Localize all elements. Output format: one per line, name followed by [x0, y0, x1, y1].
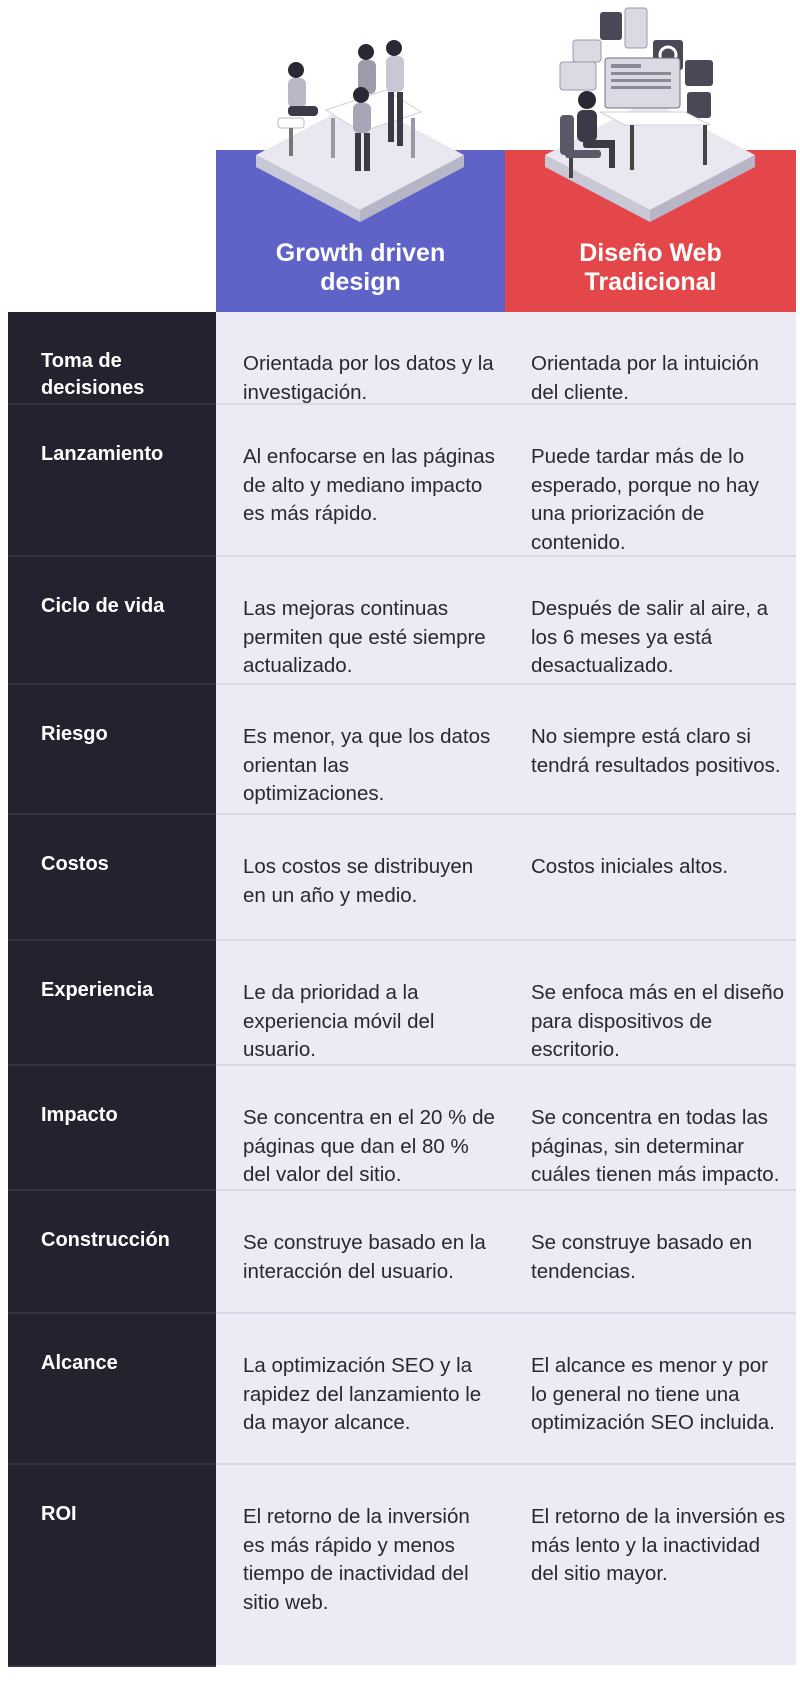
traditional-cell: Se construye basado en tendencias. [505, 1191, 796, 1312]
traditional-cell: Después de salir al aire, a los 6 meses ya está desactualizado. [505, 557, 796, 683]
comparison-table [8, 312, 796, 1665]
row-label: Costos [8, 815, 216, 941]
traditional-web-design-title: Diseño Web Tradicional [579, 239, 722, 296]
growth-driven-cell: La optimización SEO y la rapidez del lanzamiento le da mayor alcance. [216, 1314, 505, 1463]
table-row [8, 1465, 796, 1665]
table-row [8, 685, 796, 815]
row-label: Toma de decisiones [8, 312, 216, 405]
table-row [8, 405, 796, 557]
table-row [8, 557, 796, 685]
growth-driven-cell: El retorno de la inversión es más rápido y menos tiempo de inactividad del sitio web. [216, 1465, 505, 1665]
traditional-cell: Puede tardar más de lo esperado, porque no hay una priorización de contenido. [505, 405, 796, 555]
row-label: Riesgo [8, 685, 216, 815]
growth-driven-cell: Las mejoras continuas permiten que esté siempre actualizado. [216, 557, 505, 683]
traditional-cell: Orientada por la intuición del cliente. [505, 312, 796, 403]
traditional-cell: Se concentra en todas las páginas, sin determinar cuáles tienen más impacto. [505, 1066, 796, 1189]
growth-driven-cell: Le da prioridad a la experiencia móvil del usuario. [216, 941, 505, 1064]
row-label: Construcción [8, 1191, 216, 1314]
team-meeting-illustration [216, 0, 505, 230]
growth-driven-cell: Es menor, ya que los datos orientan las optimizaciones. [216, 685, 505, 813]
table-row [8, 941, 796, 1066]
growth-driven-cell: Al enfocarse en las páginas de alto y mediano impacto es más rápido. [216, 405, 505, 555]
growth-driven-cell: Los costos se distribuyen en un año y medio. [216, 815, 505, 939]
growth-driven-design-title: Growth driven design [275, 239, 446, 296]
web-designer-illustration [505, 0, 796, 230]
traditional-cell: Se enfoca más en el diseño para dispositivos de escritorio. [505, 941, 796, 1064]
table-row [8, 1066, 796, 1191]
row-label: Experiencia [8, 941, 216, 1066]
table-row [8, 1191, 796, 1314]
row-label: ROI [8, 1465, 216, 1667]
growth-driven-cell: Orientada por los datos y la investigación. [216, 312, 505, 403]
traditional-cell: No siempre está claro si tendrá resultados positivos. [505, 685, 796, 813]
traditional-cell: Costos iniciales altos. [505, 815, 796, 939]
growth-driven-cell: Se concentra en el 20 % de páginas que dan el 80 % del valor del sitio. [216, 1066, 505, 1189]
row-label: Impacto [8, 1066, 216, 1191]
row-label: Lanzamiento [8, 405, 216, 557]
row-label: Alcance [8, 1314, 216, 1465]
row-label: Ciclo de vida [8, 557, 216, 685]
table-row [8, 312, 796, 405]
table-row [8, 815, 796, 941]
table-row [8, 1314, 796, 1465]
growth-driven-cell: Se construye basado en la interacción del usuario. [216, 1191, 505, 1312]
traditional-cell: El alcance es menor y por lo general no tiene una optimización SEO incluida. [505, 1314, 796, 1463]
traditional-cell: El retorno de la inversión es más lento y la inactividad del sitio mayor. [505, 1465, 796, 1665]
